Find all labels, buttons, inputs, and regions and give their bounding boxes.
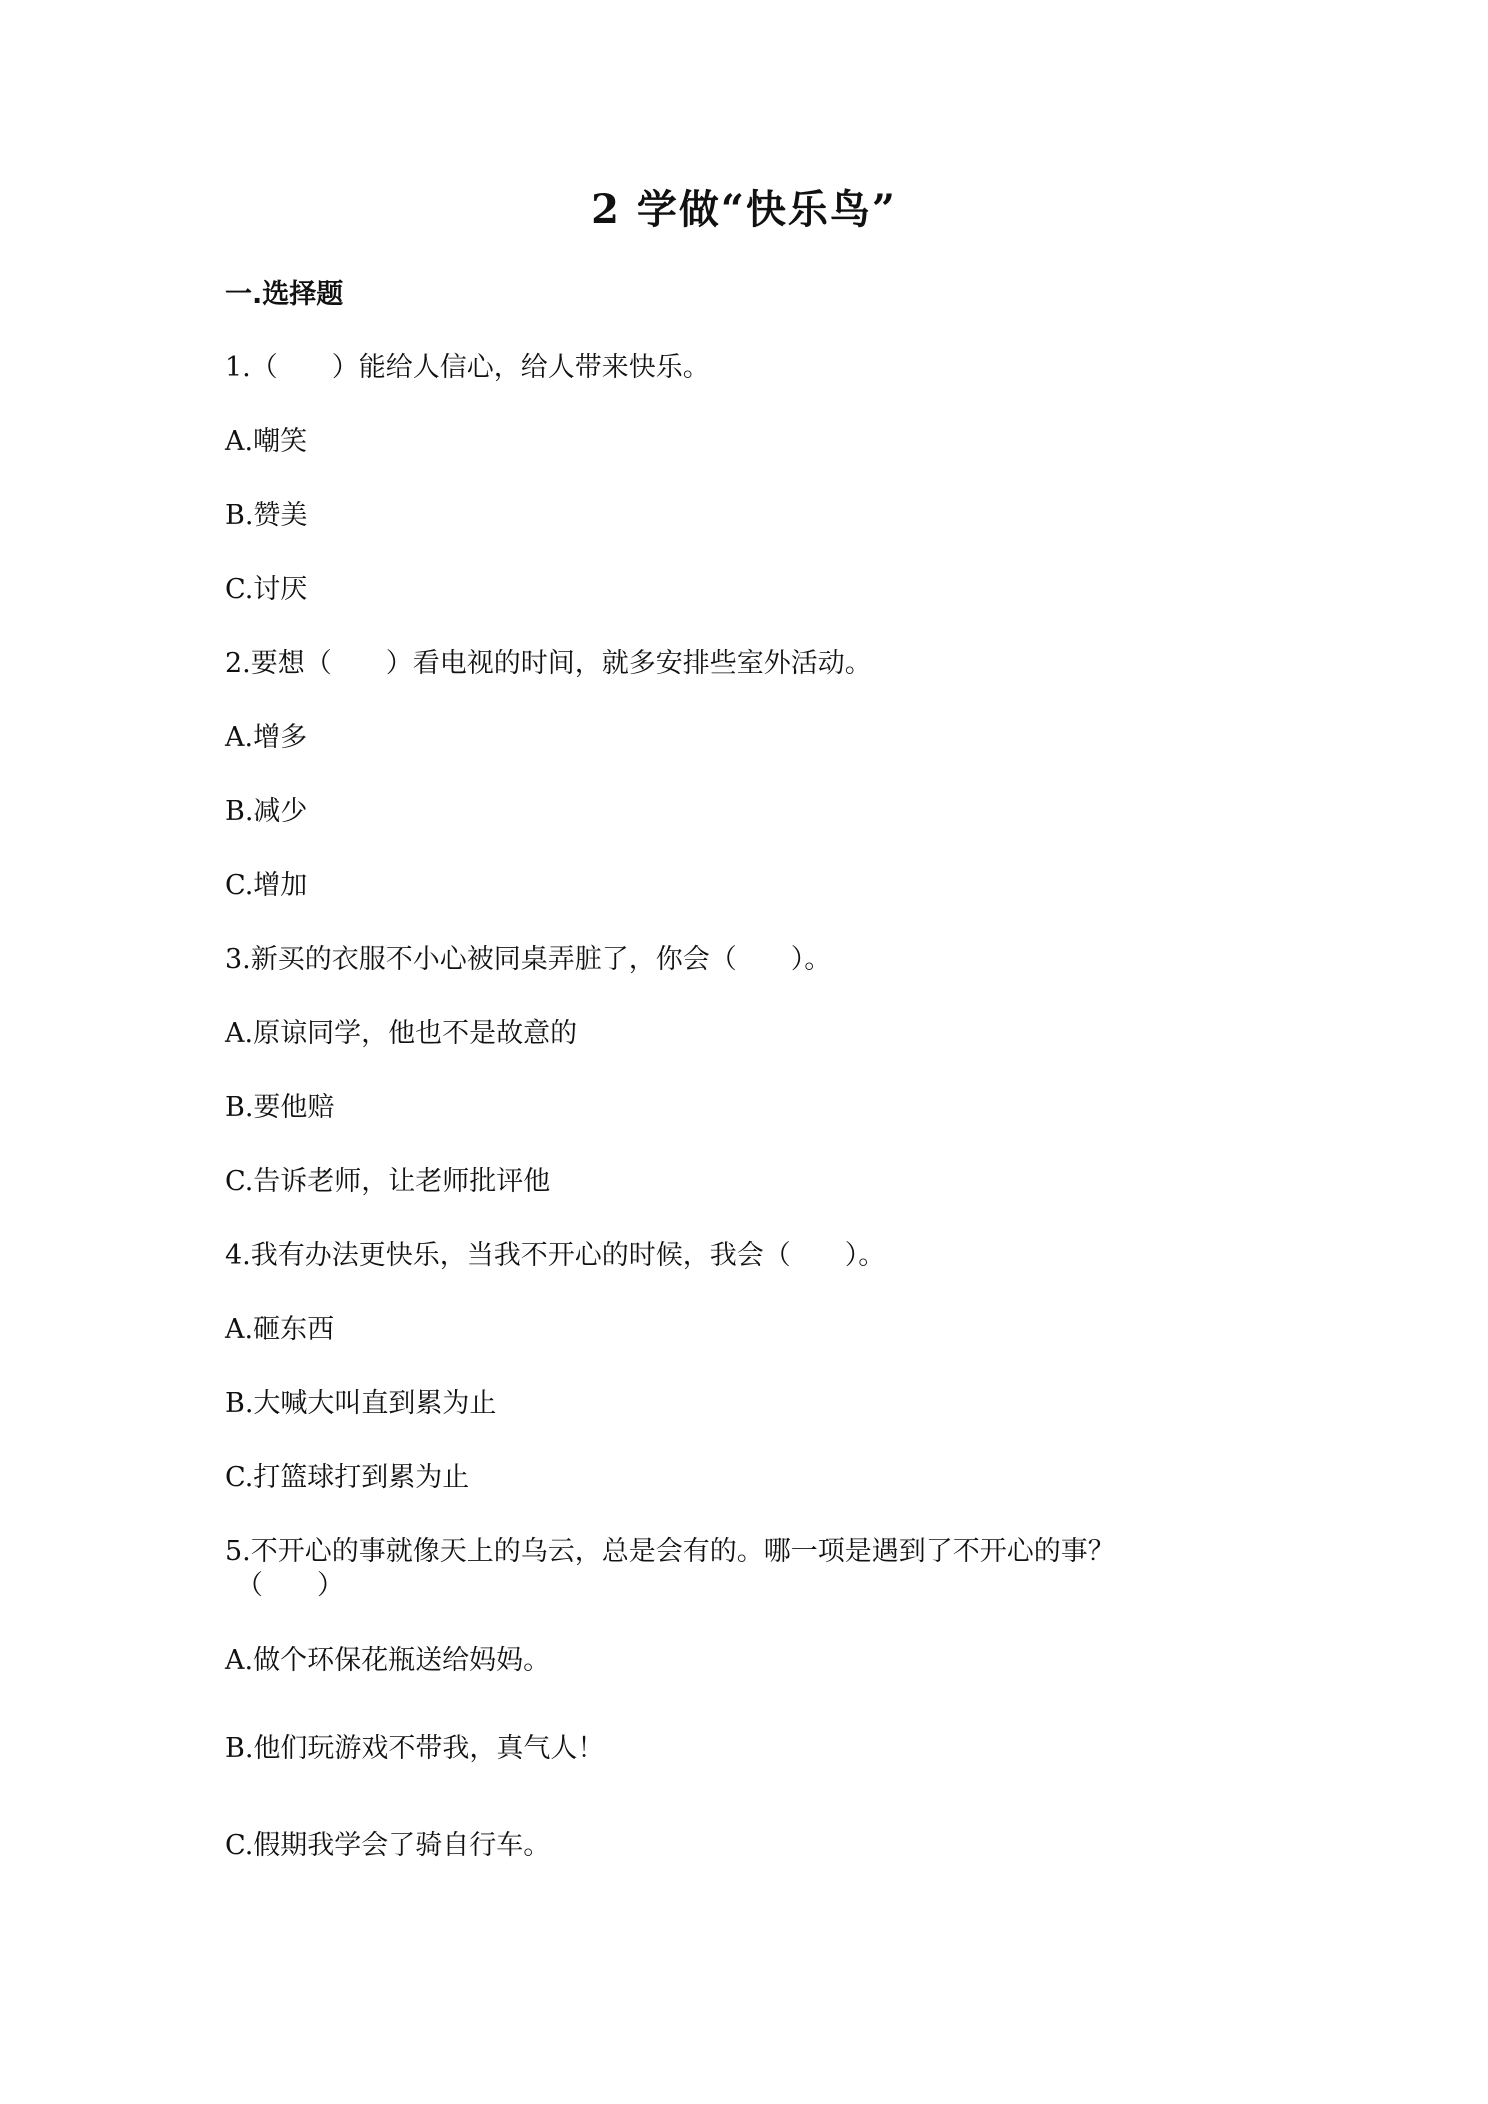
question-5-option-c: C.假期我学会了骑自行车。 [225,1830,551,1861]
question-1-stem: 1.（ ）能给人信心，给人带来快乐。 [225,352,710,383]
question-5-option-a: A.做个环保花瓶送给妈妈。 [225,1645,551,1676]
question-5-stem-continuation: （ ） [236,1570,344,1601]
section-heading: 一.选择题 [225,279,344,310]
question-4-option-b: B.大喊大叫直到累为止 [225,1388,497,1419]
question-3-stem: 3.新买的衣服不小心被同桌弄脏了，你会（ ）。 [225,944,832,975]
question-3-option-b: B.要他赔 [225,1092,335,1123]
question-4-option-c: C.打篮球打到累为止 [225,1462,470,1493]
question-5-option-b: B.他们玩游戏不带我，真气人！ [225,1733,605,1764]
question-2-stem: 2.要想（ ）看电视的时间，就多安排些室外活动。 [225,648,872,679]
question-2-option-c: C.增加 [225,870,308,901]
question-5-stem: 5.不开心的事就像天上的乌云，总是会有的。哪一项是遇到了不开心的事？ [225,1536,1115,1567]
question-1-option-b: B.赞美 [225,500,308,531]
question-4-stem: 4.我有办法更快乐，当我不开心的时候，我会（ ）。 [225,1240,886,1271]
question-2-option-b: B.减少 [225,796,308,827]
page-title: 2 学做“快乐鸟” [591,186,897,233]
question-4-option-a: A.砸东西 [225,1314,335,1345]
question-1-option-a: A.嘲笑 [225,426,308,457]
question-3-option-c: C.告诉老师，让老师批评他 [225,1166,551,1197]
question-3-option-a: A.原谅同学，他也不是故意的 [225,1018,578,1049]
question-1-option-c: C.讨厌 [225,574,308,605]
question-2-option-a: A.增多 [225,722,308,753]
